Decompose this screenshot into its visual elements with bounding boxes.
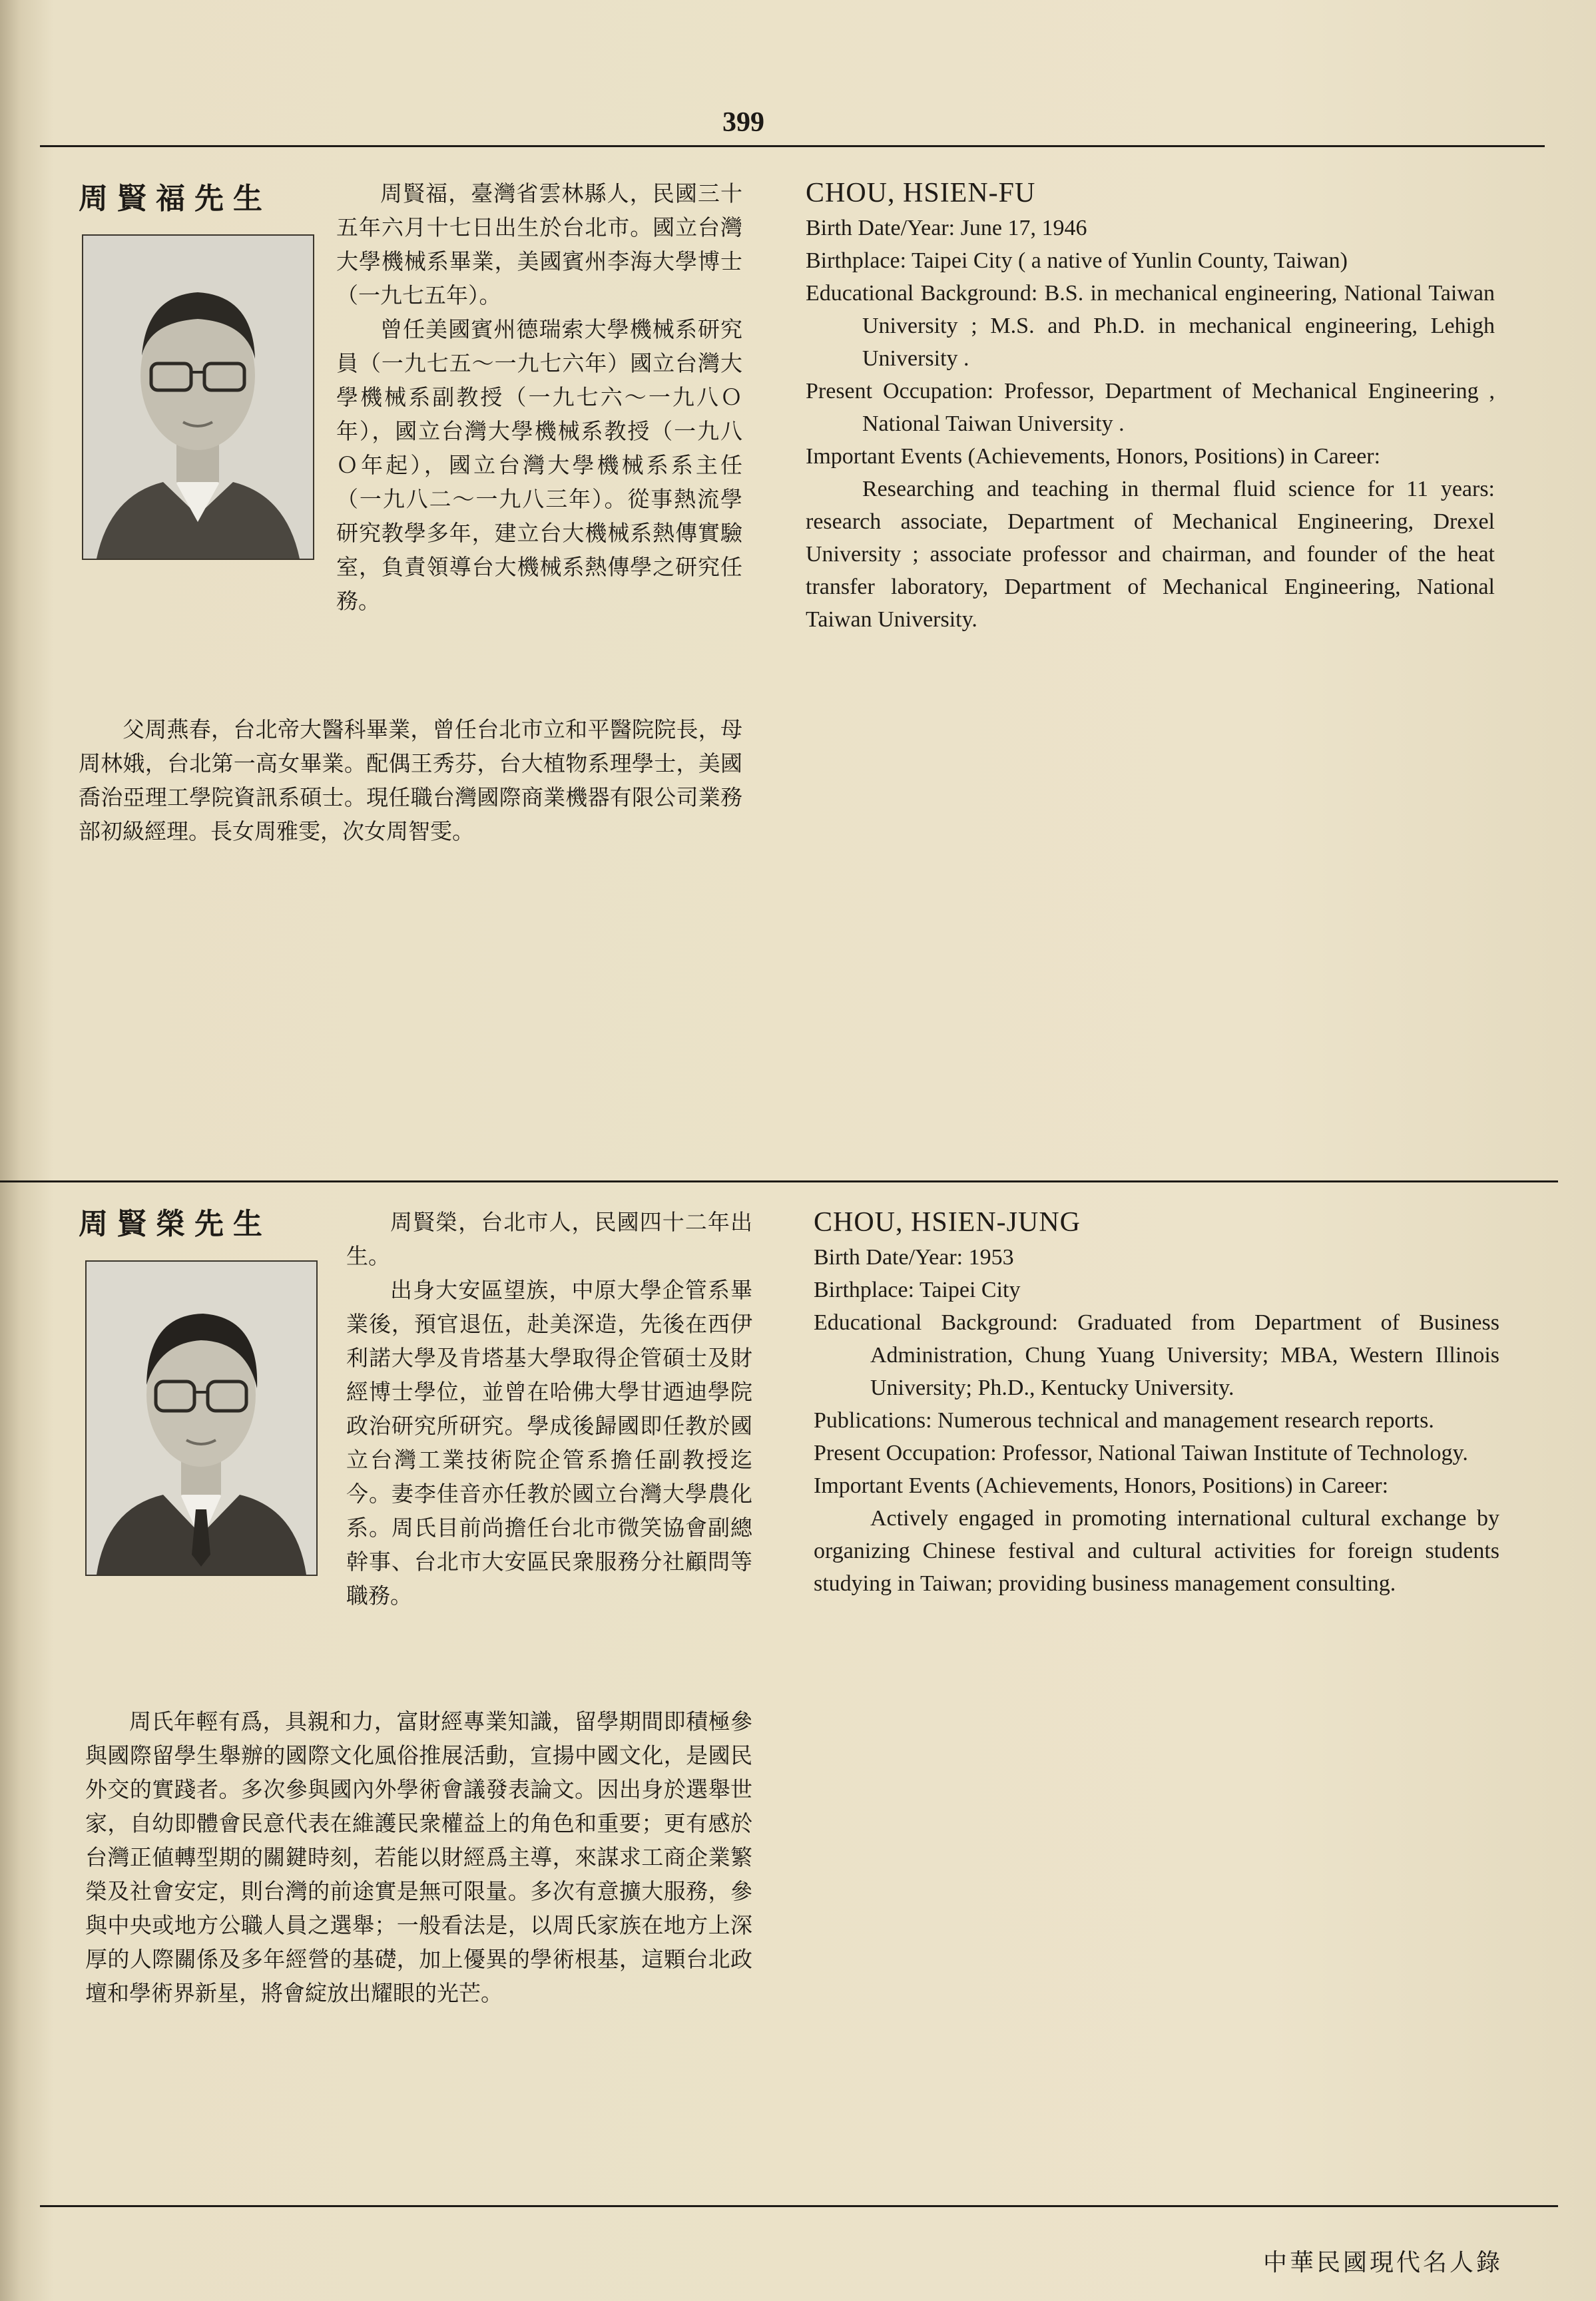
bottom-rule <box>40 2205 1558 2207</box>
entry2-english-column <box>814 1204 1499 1600</box>
entry1-events-text: Researching and teaching in thermal fluid science for 11 years: research associate, Department of Mechanical Engineering, Drexel University ; associate professor and chairman, and founder of the heat transfer laboratory, Department of Mechanical Engineering, National Taiwan University. <box>806 477 1495 632</box>
entry1-education: Educational Background: B.S. in mechanical engineering, National Taiwan University ; M.S. and Ph.D. in mechanical engineering, Lehigh University . <box>806 281 1495 371</box>
entry1-birthplace: Birthplace: Taipei City ( a native of Yunlin County, Taiwan) <box>806 248 1348 273</box>
entry2-events-text: Actively engaged in promoting international cultural exchange by organizing Chinese festival and cultural activities for foreign students studying in Taiwan; providing business management consulting. <box>814 1506 1499 1596</box>
entry1-english-column <box>806 174 1495 636</box>
middle-rule <box>0 1180 1558 1182</box>
entry1-zh-para-1: 周賢福，臺灣省雲林縣人，民國三十五年六月十七日出生於台北市。國立台灣大學機械系畢業，美國賓州李海大學博士（一九七五年）。 <box>336 180 742 308</box>
entry2-zh-bio-top <box>346 1205 752 1613</box>
footer-book-title: 中華民國現代名人錄 <box>1262 2249 1503 2276</box>
entry2-birth-date: Birth Date/Year: 1953 <box>814 1245 1014 1270</box>
entry2-occupation: Present Occupation: Professor, National Taiwan Institute of Technology. <box>814 1441 1468 1465</box>
entry2-zh-para-3: 周氏年輕有爲，具親和力，富財經專業知識，留學期間即積極參與國際留學生舉辦的國際文化風俗推展活動，宣揚中國文化，是國民外交的實踐者。多次參與國內外學術會議發表論文。因出身於選舉世家，自幼即體會民意代表在維護民衆權益上的角色和重要；更有感於台灣正値轉型期的關鍵時刻，若能以財經爲主導，來謀求工商企業繁榮及社會安定，則台灣的前途實是無可限量。多次有意擴大服務，參與中央或地方公職人員之選舉；一般看法是，以周氏家族在地方上深厚的人際關係及多年經營的基礎，加上優異的學術根基，這顆台北政壇和學術界新星，將會綻放出耀眼的光芒。 <box>85 1708 752 2006</box>
bleed-through-texture <box>786 746 1518 1092</box>
entry2-birthplace: Birthplace: Taipei City <box>814 1278 1021 1302</box>
entry1-zh-bio-top <box>336 176 742 618</box>
entry2-education: Educational Background: Graduated from Department of Business Administration, Chung Yuang University; MBA, Western Illinois University; Ph.D., Kentucky University. <box>814 1310 1499 1400</box>
entry2-publications: Publications: Numerous technical and management research reports. <box>814 1408 1434 1433</box>
entry1-en-name: CHOU, HSIEN-FU <box>806 178 1036 208</box>
entry1-zh-name: 周賢福先生 <box>79 182 272 216</box>
entry2-portrait-photo <box>85 1260 318 1576</box>
entry2-zh-para-2: 出身大安區望族，中原大學企管系畢業後，預官退伍，赴美深造，先後在西伊利諾大學及肯塔基大學取得企管碩士及財經博士學位，並曾在哈佛大學甘迺迪學院政治研究所研究。學成後歸國即任教於國立台灣工業技術院企管系擔任副教授迄今。妻李佳音亦任教於國立台灣大學農化系。周氏目前尚擔任台北市微笑協會副總幹事、台北市大安區民衆服務分社顧問等職務。 <box>346 1277 752 1609</box>
entry2-zh-bio-bottom <box>85 1704 752 2010</box>
entry1-portrait-photo <box>82 234 314 560</box>
top-rule <box>40 145 1545 147</box>
entry1-zh-para-2: 曾任美國賓州德瑞索大學機械系研究員（一九七五～一九七六年）國立台灣大學機械系副教授（一九七六～一九八Ｏ年），國立台灣大學機械系教授（一九八Ｏ年起），國立台灣大學機械系系主任（一九八二～一九八三年）。從事熱流學研究教學多年，建立台大機械系熱傳實驗室，負責領導台大機械系熱傳學之研究任務。 <box>336 316 742 614</box>
entry2-events-heading: Important Events (Achievements, Honors, Positions) in Career: <box>814 1473 1389 1498</box>
entry1-birth-date: Birth Date/Year: June 17, 1946 <box>806 216 1087 240</box>
page-number: 399 <box>722 107 764 138</box>
entry1-events-heading: Important Events (Achievements, Honors, Positions) in Career: <box>806 444 1381 469</box>
entry1-zh-bio-bottom <box>79 712 742 848</box>
entry1-zh-para-3: 父周燕春，台北帝大醫科畢業，曾任台北市立和平醫院院長，母周林娥，台北第一高女畢業。配偶王秀芬，台大植物系理學士，美國喬治亞理工學院資訊系碩士。現任職台灣國際商業機器有限公司業務部初級經理。長女周雅雯，次女周智雯。 <box>79 716 742 844</box>
entry1-occupation: Present Occupation: Professor, Department of Mechanical Engineering , National Taiwan University . <box>806 379 1495 436</box>
entry2-zh-name: 周賢榮先生 <box>79 1207 272 1241</box>
entry2-zh-para-1: 周賢榮，台北市人，民國四十二年出生。 <box>346 1209 752 1269</box>
entry2-en-name: CHOU, HSIEN-JUNG <box>814 1207 1081 1238</box>
